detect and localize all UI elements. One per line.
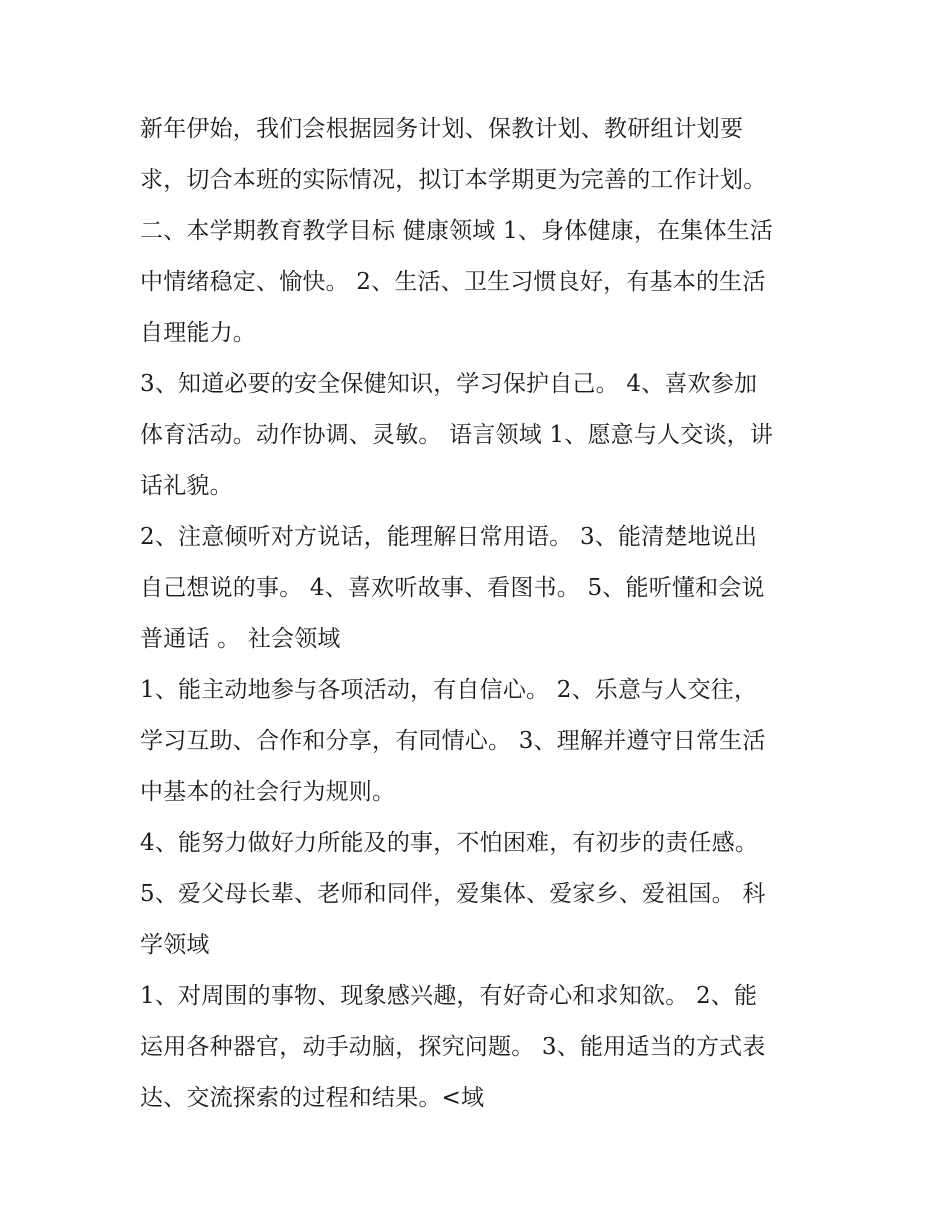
text-line: 中基本的社会行为规则。 [140, 779, 396, 805]
text-line: 学领域 [140, 932, 210, 958]
text-line: 自己想说的事。 4、喜欢听故事、看图书。 5、能听懂和会说 [140, 575, 765, 601]
text-line: 2、注意倾听对方说话，能理解日常用语。 3、能清楚地说出 [140, 524, 758, 550]
text-line: 话礼貌。 [140, 473, 233, 499]
text-line: 新年伊始，我们会根据园务计划、保教计划、教研组计划要 [140, 116, 744, 142]
text-line: 普通话 。 社会领域 [140, 626, 341, 652]
text-line: 3、知道必要的安全保健知识，学习保护自己。 4、喜欢参加 [140, 371, 758, 397]
text-line: 运用各种器官，动手动脑，探究问题。 3、能用适当的方式表 [140, 1034, 766, 1060]
text-line: 5、爱父母长辈、老师和同伴，爱集体、爱家乡、爱祖国。 科 [140, 881, 766, 907]
text-line: 1、能主动地参与各项活动，有自信心。 2、乐意与人交往， [140, 677, 758, 703]
text-line: 4、能努力做好力所能及的事，不怕困难，有初步的责任感。 [140, 830, 759, 856]
text-line: 二、本学期教育教学目标 健康领域 1、身体健康，在集体生活 [140, 218, 774, 244]
text-line: 学习互助、合作和分享，有同情心。 3、理解并遵守日常生活 [140, 728, 766, 754]
text-line: 中情绪稳定、愉快。 2、生活、卫生习惯良好，有基本的生活 [140, 269, 766, 295]
text-line: 自理能力。 [140, 320, 256, 346]
document-body [140, 104, 840, 1124]
text-line: 达、交流探索的过程和结果。<域 [140, 1085, 485, 1111]
text-line: 体育活动。动作协调、灵敏。 语言领域 1、愿意与人交谈，讲 [140, 422, 774, 448]
text-line: 求，切合本班的实际情况，拟订本学期更为完善的工作计划。 [140, 167, 767, 193]
text-line: 1、对周围的事物、现象感兴趣，有好奇心和求知欲。 2、能 [140, 983, 758, 1009]
